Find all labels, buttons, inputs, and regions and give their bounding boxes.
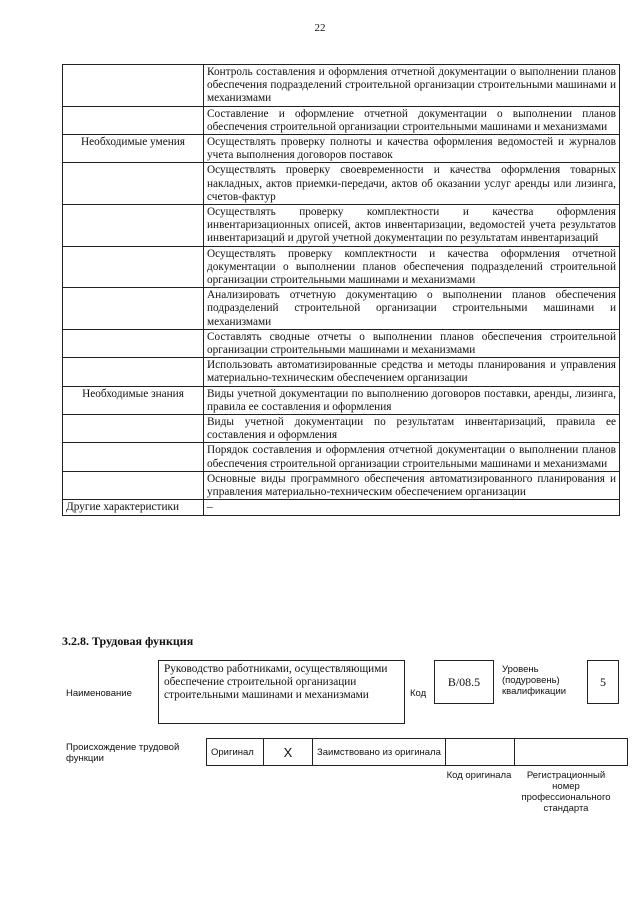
row-label xyxy=(63,358,204,386)
borrowed-label: Заимствовано из оригинала xyxy=(313,739,446,766)
original-label: Оригинал xyxy=(207,739,264,766)
row-label xyxy=(63,205,204,247)
row-text: Составление и оформление отчетной документации о выполнении планов обеспечения строительной организации строительными машинами и механизмами xyxy=(204,106,620,134)
row-label xyxy=(63,288,204,330)
level-label: Уровень (подуровень) квалификации xyxy=(502,664,567,697)
table-row xyxy=(63,500,620,515)
level-box: 5 xyxy=(587,660,619,704)
table-row xyxy=(63,246,620,288)
original-code-cell xyxy=(446,739,515,766)
page-number: 22 xyxy=(314,22,326,34)
row-label xyxy=(63,65,204,107)
original-mark: X xyxy=(264,739,313,766)
table-row xyxy=(63,443,620,471)
table-row xyxy=(63,163,620,205)
code-caption: Код оригинала xyxy=(446,770,512,781)
reg-caption: Регистрационный номер профессионального стандарта xyxy=(521,770,611,814)
reg-number-cell xyxy=(515,739,628,766)
row-text: – xyxy=(204,500,620,515)
row-text: Составлять сводные отчеты о выполнении планов обеспечения строительной организации строительными машинами и механизмами xyxy=(204,329,620,357)
origin-table xyxy=(206,738,628,766)
table-row xyxy=(63,288,620,330)
row-label xyxy=(63,329,204,357)
row-label xyxy=(63,163,204,205)
row-label: Необходимые умения xyxy=(63,135,204,163)
row-text: Основные виды программного обеспечения автоматизированного планирования и управления материально-техническим обеспечением организации xyxy=(204,471,620,499)
row-label xyxy=(63,106,204,134)
row-text: Виды учетной документации по выполнению договоров поставки, аренды, лизинга, правила ее составления и оформления xyxy=(204,386,620,414)
function-name-box: Руководство работниками, осуществляющими обеспечение строительной организации строительными машинами и механизмами xyxy=(158,660,405,724)
row-text: Виды учетной документации по результатам инвентаризаций, правила ее составления и оформления xyxy=(204,415,620,443)
row-text: Осуществлять проверку комплектности и качества оформления инвентаризационных описей, актов инвентаризации, ведомостей учета результатов инвентаризаций и другой учетной документации по результатам инвентаризаций xyxy=(204,205,620,247)
table-row xyxy=(63,415,620,443)
row-text: Осуществлять проверку своевременности и качества оформления товарных накладных, актов приемки-передачи, актов об оказании услуг аренды или лизинга, счетов-фактур xyxy=(204,163,620,205)
name-label: Наименование xyxy=(66,688,132,699)
table-row xyxy=(63,65,620,107)
section-heading: 3.2.8. Трудовая функция xyxy=(62,634,194,648)
requirements-table xyxy=(62,64,620,516)
origin-label: Происхождение трудовой функции xyxy=(66,742,180,764)
row-text: Контроль составления и оформления отчетной документации о выполнении планов обеспечения подразделений строительной организации строительными машинами и механизмами xyxy=(204,65,620,107)
table-row xyxy=(63,106,620,134)
row-text: Использовать автоматизированные средства и методы планирования и управления материально-техническим обеспечением организации xyxy=(204,358,620,386)
row-label xyxy=(63,415,204,443)
code-label: Код xyxy=(410,688,427,699)
table-row xyxy=(63,386,620,414)
table-row xyxy=(63,471,620,499)
table-row xyxy=(63,205,620,247)
row-text: Анализировать отчетную документацию о выполнении планов обеспечения подразделений строительной организации строительными машинами и механизмами xyxy=(204,288,620,330)
row-label: Необходимые знания xyxy=(63,386,204,414)
table-row xyxy=(63,135,620,163)
row-label: Другие характеристики xyxy=(63,500,204,515)
row-label xyxy=(63,443,204,471)
function-code-box: B/08.5 xyxy=(434,660,494,704)
row-text: Осуществлять проверку полноты и качества оформления ведомостей и журналов учета выполнения договоров поставок xyxy=(204,135,620,163)
row-text: Осуществлять проверку комплектности и качества оформления отчетной документации о выполнении планов обеспечения подразделений строительной организации строительными машинами и механизмами xyxy=(204,246,620,288)
row-text: Порядок составления и оформления отчетной документации о выполнении планов обеспечения строительной организации строительными машинами и механизмами xyxy=(204,443,620,471)
row-label xyxy=(63,246,204,288)
row-label xyxy=(63,471,204,499)
table-row xyxy=(63,329,620,357)
table-row xyxy=(63,358,620,386)
